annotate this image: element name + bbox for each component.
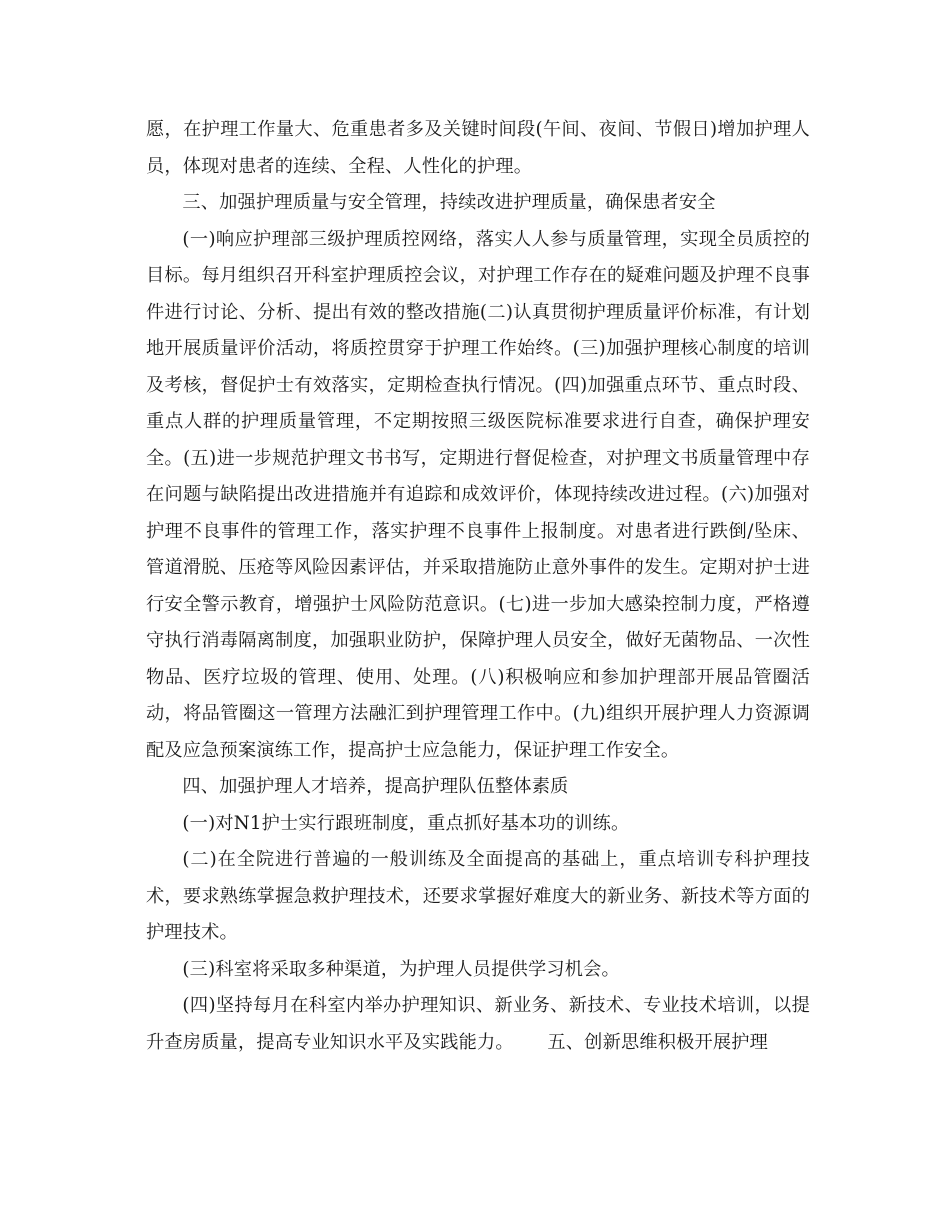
section-heading-4: 四、加强护理人才培养，提高护理队伍整体素质 [182, 776, 569, 797]
paragraph-quality-management: (一)响应护理部三级护理质控网络，落实人人参与质量管理，实现全员质控的目标。每月组织召开科室护理质控会议，对护理工作存在的疑难问题及护理不良事件进行讨论、分析、提出有效的整改措施(二)认真贯彻护理质量评价标准，有计划地开展质量评价活动，将质控贯穿于护理工作始终。(三)加强护理核心制度的培训及考核，督促护士有效落实，定期检查执行情况。(四)加强重点环节、重点时段、重点人群的护理质量管理，不定期按照三级医院标准要求进行自查，确保护理安全。(五)进一步规范护理文书书写，定期进行督促检查，对护理文书质量管理中存在问题与缺陷提出改进措施并有追踪和成效评价，体现持续改进过程。(六)加强对护理不良事件的管理工作，落实护理不良事件上报制度。对患者进行跌倒/坠床、管道滑脱、压疮等风险因素评估，并采取措施防止意外事件的发生。定期对护士进行安全警示教育，增强护士风险防范意识。(七)进一步加大感染控制力度，严格遵守执行消毒隔离制度，加强职业防护，保障护理人员安全，做好无菌物品、一次性物品、医疗垃圾的管理、使用、处理。(八)积极响应和参加护理部开展品管圈活动，将品管圈这一管理方法融汇到护理管理工作中。(九)组织开展护理人力资源调配及应急预案演练工作，提高护士应急能力，保证护理工作安全。 [146, 228, 810, 761]
document-body [146, 112, 810, 1061]
paragraph-1: 愿，在护理工作量大、危重患者多及关键时间段(午间、夜间、节假日)增加护理人员，体现对患者的连续、全程、人性化的护理。 [146, 119, 810, 177]
list-item-1: (一)对N1护士实行跟班制度，重点抓好基本功的训练。 [182, 812, 630, 834]
list-item-4: (四)坚持每月在科室内举办护理知识、新业务、新技术、专业技术培训，以提升查房质量，提高专业知识水平及实践能力。 五、创新思维积极开展护理 [146, 995, 810, 1053]
list-item-3: (三)科室将采取多种渠道，为护理人员提供学习机会。 [182, 958, 620, 980]
section-heading-3: 三、加强护理质量与安全管理，持续改进护理质量，确保患者安全 [182, 192, 716, 213]
list-item-2: (二)在全院进行普遍的一般训练及全面提高的基础上，重点培训专科护理技术，要求熟练掌握急救护理技术，还要求掌握好难度大的新业务、新技术等方面的护理技术。 [146, 849, 810, 943]
